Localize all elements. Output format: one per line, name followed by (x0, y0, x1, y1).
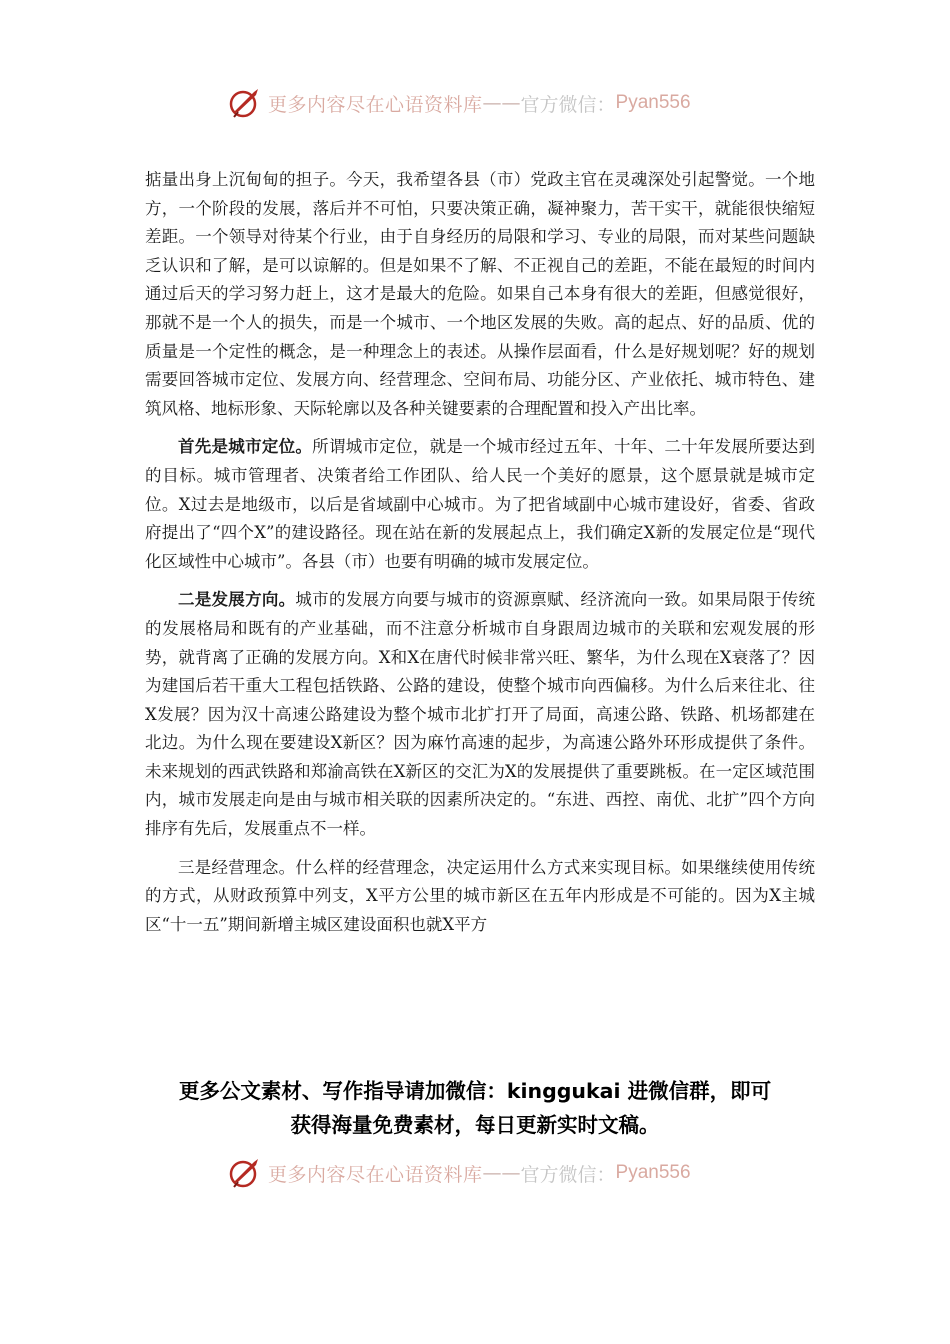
paragraph-1: 掂量出身上沉甸甸的担子。今天，我希望各县（市）党政主官在灵魂深处引起警觉。一个地方，一个阶段的发展，落后并不可怕，只要决策正确，凝神聚力，苦干实干，就能很快缩短差距。一个领导对待某个行业，由于自身经历的局限和学习、专业的局限，而对某些问题缺乏认识和了解，是可以谅解的。但是如果不了解、不正视自己的差距，不能在最短的时间内通过后天的学习努力赶上，这才是最大的危险。如果自己本身有很大的差距，但感觉很好，那就不是一个人的损失，而是一个城市、一个地区发展的失败。高的起点、好的品质、优的质量是一个定性的概念，是一种理念上的表述。从操作层面看，什么是好规划呢？好的规划需要回答城市定位、发展方向、经营理念、空间布局、功能分区、产业依托、城市特色、建筑风格、地标形象、天际轮廓以及各种关键要素的合理配置和投入产出比率。 (145, 170, 815, 418)
paragraph-2-lead: 首先是城市定位。 (178, 437, 313, 457)
footer-brand-separator: —— (482, 1162, 521, 1184)
footer-wechat-label: 官方微信： (520, 1163, 616, 1186)
promo-banner (120, 1074, 830, 1142)
quill-logo-icon (228, 1156, 262, 1190)
quill-logo-icon (228, 86, 262, 120)
paragraph-3-lead: 二是发展方向。 (178, 590, 296, 610)
paragraph-2-text: 所谓城市定位，就是一个城市经过五年、十年、二十年发展所要达到的目标。城市管理者、决策者给工作团队、给人民一个美好的愿景，这个愿景就是城市定位。X过去是地级市，以后是省域副中心城市。为了把省域副中心城市建设好，省委、省政府提出了“四个X”的建设路径。现在站在新的发展起点上，我们确定X新的发展定位是“现代化区域性中心城市”。各县（市）也要有明确的城市发展定位。 (145, 437, 816, 571)
document-body (145, 166, 815, 939)
header-brand (228, 83, 748, 123)
brand-separator: —— (482, 92, 521, 114)
paragraph-3 (145, 586, 815, 843)
wechat-label: 官方微信： (520, 93, 616, 116)
wechat-id: Pyan556 (615, 92, 691, 113)
paragraph-3-text: 城市的发展方向要与城市的资源禀赋、经济流向一致。如果局限于传统的发展格局和既有的产业基础，而不注意分析城市自身跟周边城市的关联和宏观发展的形势，就背离了正确的发展方向。X和X在唐代时候非常兴旺、繁华，为什么现在X衰落了？因为建国后若干重大工程包括铁路、公路的建设，使整个城市向西偏移。为什么后来往北、往X发展？因为汉十高速公路建设为整个城市北扩打开了局面，高速公路、铁路、机场都建在北边。为什么现在要建设X新区？因为麻竹高速的起步，为高速公路外环形成提供了条件。未来规划的西武铁路和郑渝高铁在X新区的交汇为X的发展提供了重要跳板。在一定区域范围内，城市发展走向是由与城市相关联的因素所决定的。“东进、西控、南优、北扩”四个方向排序有先后，发展重点不一样。 (145, 590, 816, 839)
paragraph-2 (145, 433, 815, 576)
footer-brand-name: 更多内容尽在心语资料库 (268, 1163, 483, 1186)
footer-wechat-id: Pyan556 (615, 1162, 691, 1183)
promo-line-2: 获得海量免费素材，每日更新实时文稿。 (290, 1113, 660, 1137)
paragraph-4: 三是经营理念。什么样的经营理念，决定运用什么方式来实现目标。如果继续使用传统的方式，从财政预算中列支，X平方公里的城市新区在五年内形成是不可能的。因为X主城区“十一五”期间新增主城区建设面积也就X平方 (145, 857, 815, 934)
footer-brand (228, 1153, 748, 1193)
promo-line-1: 更多公文素材、写作指导请加微信：kinggukai 进微信群，即可 (178, 1079, 772, 1103)
brand-name: 更多内容尽在心语资料库 (268, 93, 483, 116)
